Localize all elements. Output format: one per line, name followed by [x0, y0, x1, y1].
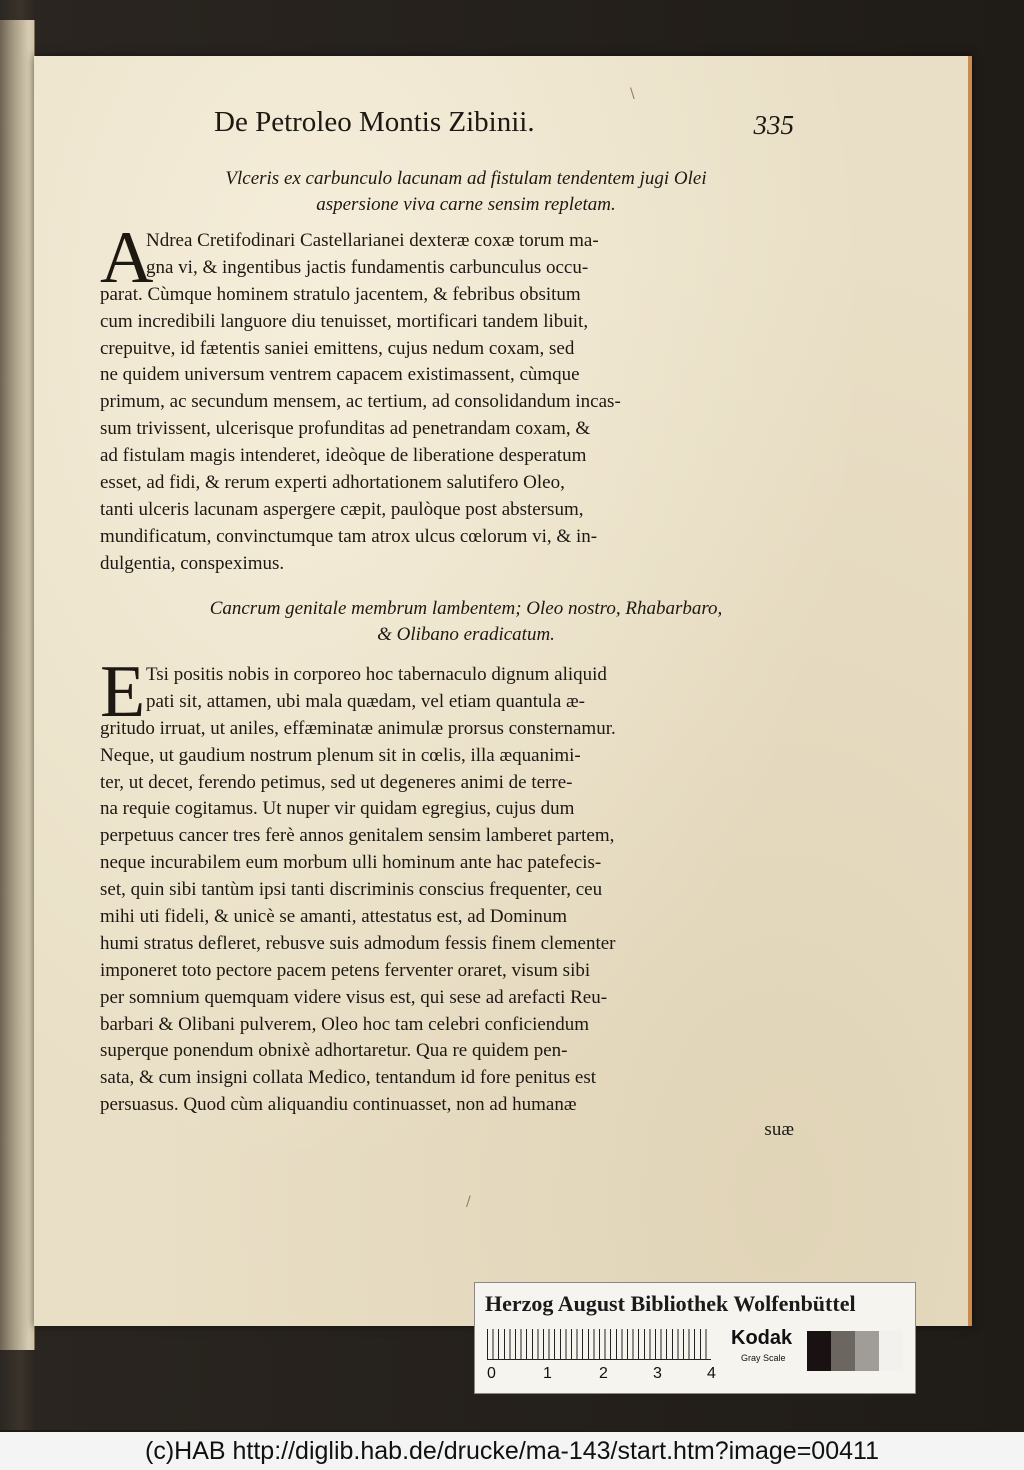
text-line: cum incredibili languore diu tenuisset, mortificari tandem libuit,: [100, 310, 589, 332]
kodak-brand: Kodak: [731, 1327, 793, 1349]
text-line: primum, ac secundum mensem, ac tertium, ad consolidandum incas-: [100, 391, 621, 413]
paper-blemish: /: [466, 1194, 471, 1210]
gray-swatch: [855, 1331, 879, 1371]
text-line: per somnium quemquam videre visus est, qui sese ad arefacti Reu-: [100, 986, 608, 1008]
running-title: De Petroleo Montis Zibinii.: [214, 106, 535, 138]
scale-number: 0: [487, 1365, 496, 1382]
heading-line: aspersione viva carne sensim repletam.: [316, 194, 616, 215]
scale-number: 3: [653, 1365, 662, 1382]
scale-number: 1: [543, 1365, 552, 1382]
text-line: perpetuus cancer tres ferè annos genitalem sensim lamberet partem,: [100, 825, 615, 847]
paper-blemish: \: [630, 86, 635, 102]
text-line: mihi uti fideli, & unicè se amanti, attestatus est, ad Dominum: [100, 906, 567, 928]
library-name: Herzog August Bibliothek Wolfenbüttel: [485, 1291, 856, 1316]
gray-swatch: [807, 1331, 831, 1371]
text-line: tanti ulceris lacunam aspergere cæpit, paulòque post abstersum,: [100, 498, 584, 520]
running-head: [214, 106, 794, 146]
text-line: ad fistulam magis intenderet, ideòque de liberatione desperatum: [100, 445, 587, 467]
text-line: imponeret toto pectore pacem petens ferventer oraret, visum sibi: [100, 959, 591, 981]
text-line: ne quidem universum ventrem capacem existimassent, cùmque: [100, 364, 580, 386]
heading-line: Vlceris ex carbunculo lacunam ad fistulam tendentem jugi Olei: [225, 168, 707, 189]
text-line: esset, ad fidi, & rerum experti adhortationem salutifero Oleo,: [100, 472, 565, 494]
gray-swatch: [879, 1331, 903, 1371]
section2-body: [100, 651, 794, 1119]
text-line: gritudo irruat, ut aniles, effæminatæ animulæ prorsus consternamur.: [100, 717, 616, 739]
text-line: dulgentia, conspeximus.: [100, 552, 285, 574]
book-page: [34, 56, 972, 1326]
scale-ruler: [487, 1329, 711, 1360]
text-line: Tsi positis nobis in corporeo hoc tabernaculo dignum aliquid: [146, 664, 607, 685]
text-line: sata, & cum insigni collata Medico, tentandum id fore penitus est: [100, 1067, 596, 1089]
text-line: Ndrea Cretifodinari Castellarianei dexteræ coxæ torum ma-: [146, 230, 599, 251]
section1-body: [100, 217, 794, 578]
section1-heading: [100, 166, 832, 218]
text-line: parat. Cùmque hominem stratulo jacentem, & febribus obsitum: [100, 283, 581, 305]
gray-swatches: [807, 1331, 903, 1371]
text-line: neque incurabilem eum morbum ulli hominum ante hac patefecis-: [100, 852, 602, 874]
gray-swatch: [831, 1331, 855, 1371]
text-line: pati sit, attamen, ubi mala quædam, vel etiam quantula æ-: [146, 690, 586, 712]
drop-cap: A: [100, 217, 154, 299]
text-line: barbari & Olibani pulverem, Oleo hoc tam celebri conficiendum: [100, 1013, 590, 1035]
text-line: ter, ut decet, ferendo petimus, sed ut degeneres animi de terre-: [100, 771, 573, 793]
footer-url: (c)HAB http://diglib.hab.de/drucke/ma-143/start.htm?image=00411: [0, 1432, 1024, 1470]
text-line: humi stratus defleret, rebusve suis admodum fessis finem clementer: [100, 932, 616, 954]
text-line: sum trivissent, ulcerisque profunditas ad penetrandam coxam, &: [100, 418, 591, 440]
drop-cap: E: [100, 651, 146, 733]
heading-line: Cancrum genitale membrum lambentem; Oleo nostro, Rhabarbaro,: [209, 598, 723, 619]
previous-page-edge: [0, 20, 35, 1350]
text-line: persuasus. Quod cùm aliquandiu continuasset, non ad humanæ: [100, 1094, 577, 1116]
heading-line: & Olibano eradicatum.: [377, 624, 555, 645]
scale-number: 2: [599, 1365, 608, 1382]
text-line: na requie cogitamus. Ut nuper vir quidam egregius, cujus dum: [100, 798, 575, 820]
color-target: [474, 1282, 916, 1394]
text-line: crepuitve, id fætentis saniei emittens, cujus nedum coxam, sed: [100, 337, 575, 359]
section2-heading: [100, 596, 832, 648]
text-line: superque ponendum obnixè adhortaretur. Qua re quidem pen-: [100, 1040, 568, 1062]
gray-scale-label: Gray Scale: [741, 1353, 786, 1363]
scale-numbers: [483, 1365, 723, 1385]
catchword: suæ: [764, 1119, 794, 1140]
page-number: 335: [753, 110, 794, 140]
text-line: set, quin sibi tantùm ipsi tanti discriminis conscius frequenter, ceu: [100, 879, 603, 901]
scale-number: 4: [707, 1365, 716, 1382]
text-line: Neque, ut gaudium nostrum plenum sit in cœlis, illa æquanimi-: [100, 744, 581, 766]
text-line: gna vi, & ingentibus jactis fundamentis carbunculus occu-: [146, 256, 589, 278]
text-line: mundificatum, convinctumque tam atrox ulcus cœlorum vi, & in-: [100, 525, 598, 547]
